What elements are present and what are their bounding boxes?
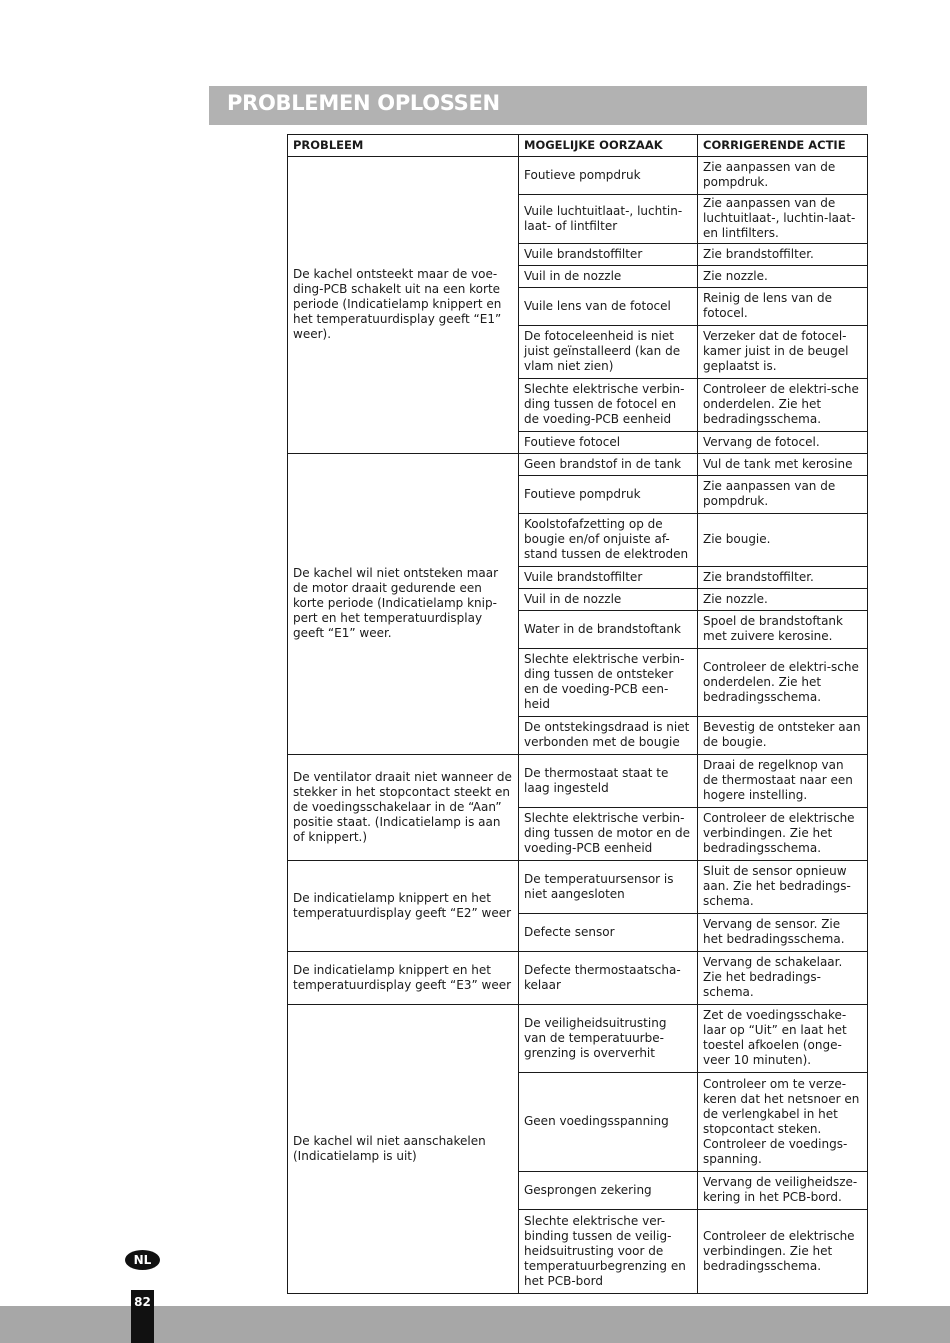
action-cell: Controleer om te verze-keren dat het netsnoer en de verlengkabel in het stopcontact steken. Controleer de voedings-spanning. bbox=[698, 1073, 868, 1172]
column-header-action: CORRIGERENDE ACTIE bbox=[698, 135, 868, 157]
cause-cell: De temperatuursensor is niet aangesloten bbox=[519, 861, 698, 914]
cause-cell: Vuile brandstoffilter bbox=[519, 244, 698, 266]
action-cell: Zie nozzle. bbox=[698, 266, 868, 288]
action-cell: Vervang de fotocel. bbox=[698, 432, 868, 454]
problem-cell: De kachel wil niet aanschakelen (Indicatielamp is uit) bbox=[288, 1005, 519, 1294]
cause-cell: Gesprongen zekering bbox=[519, 1172, 698, 1210]
problem-cell: De indicatielamp knippert en het temperatuurdisplay geeft “E3” weer bbox=[288, 952, 519, 1005]
cause-cell: Vuile luchtuitlaat-, luchtin-laat- of lintfilter bbox=[519, 195, 698, 244]
action-cell: Controleer de elektri-sche onderdelen. Zie het bedradingsschema. bbox=[698, 379, 868, 432]
table-row bbox=[288, 157, 868, 195]
cause-cell: De veiligheidsuitrusting van de temperatuurbe-grenzing is oververhit bbox=[519, 1005, 698, 1073]
column-header-cause: MOGELIJKE OORZAAK bbox=[519, 135, 698, 157]
cause-cell: Water in de brandstoftank bbox=[519, 611, 698, 649]
action-cell: Draai de regelknop van de thermostaat naar een hogere instelling. bbox=[698, 755, 868, 808]
cause-cell: Koolstofafzetting op de bougie en/of onjuiste af-stand tussen de elektroden bbox=[519, 514, 698, 567]
table-header-row bbox=[288, 135, 868, 157]
action-cell: Zie bougie. bbox=[698, 514, 868, 567]
cause-cell: Slechte elektrische verbin-ding tussen de fotocel en de voeding-PCB eenheid bbox=[519, 379, 698, 432]
action-cell: Zie aanpassen van de pompdruk. bbox=[698, 476, 868, 514]
action-cell: Sluit de sensor opnieuw aan. Zie het bedradings-schema. bbox=[698, 861, 868, 914]
cause-cell: De fotoceleenheid is niet juist geïnstalleerd (kan de vlam niet zien) bbox=[519, 326, 698, 379]
action-cell: Controleer de elektrische verbindingen. Zie het bedradingsschema. bbox=[698, 1210, 868, 1294]
table-row bbox=[288, 454, 868, 476]
cause-cell: Slechte elektrische verbin-ding tussen de motor en de voeding-PCB eenheid bbox=[519, 808, 698, 861]
cause-cell: Defecte sensor bbox=[519, 914, 698, 952]
action-cell: Zie aanpassen van de pompdruk. bbox=[698, 157, 868, 195]
action-cell: Vervang de veiligheidsze-kering in het PCB-bord. bbox=[698, 1172, 868, 1210]
action-cell: Vul de tank met kerosine bbox=[698, 454, 868, 476]
cause-cell: Slechte elektrische ver-binding tussen de veilig-heidsuitrusting voor de temperatuurbegrenzing en het PCB-bord bbox=[519, 1210, 698, 1294]
problem-cell: De kachel wil niet ontsteken maar de motor draait gedurende een korte periode (Indicatielamp knip-pert en het temperatuurdisplay geeft “E1” weer. bbox=[288, 454, 519, 755]
cause-cell: Vuile brandstoffilter bbox=[519, 567, 698, 589]
language-badge: NL bbox=[125, 1250, 160, 1270]
cause-cell: Defecte thermostaatscha-kelaar bbox=[519, 952, 698, 1005]
page-number-tab bbox=[131, 1290, 154, 1343]
cause-cell: Foutieve pompdruk bbox=[519, 157, 698, 195]
table-row bbox=[288, 1005, 868, 1073]
action-cell: Bevestig de ontsteker aan de bougie. bbox=[698, 717, 868, 755]
table-body bbox=[288, 157, 868, 1294]
action-cell: Controleer de elektri-sche onderdelen. Zie het bedradingsschema. bbox=[698, 649, 868, 717]
action-cell: Reinig de lens van de fotocel. bbox=[698, 288, 868, 326]
problem-cell: De kachel ontsteekt maar de voe-ding-PCB schakelt uit na een korte periode (Indicatielamp knippert en het temperatuurdisplay geeft “E1” weer). bbox=[288, 157, 519, 454]
table-row bbox=[288, 952, 868, 1005]
cause-cell: Foutieve fotocel bbox=[519, 432, 698, 454]
page-title: PROBLEMEN OPLOSSEN bbox=[227, 91, 500, 115]
table-row bbox=[288, 861, 868, 914]
troubleshooting-table bbox=[287, 134, 868, 1294]
action-cell: Verzeker dat de fotocel-kamer juist in de beugel geplaatst is. bbox=[698, 326, 868, 379]
problem-cell: De ventilator draait niet wanneer de stekker in het stopcontact steekt en de voedingsschakelaar in de “Aan” positie staat. (Indicatielamp is aan of knippert.) bbox=[288, 755, 519, 861]
cause-cell: Foutieve pompdruk bbox=[519, 476, 698, 514]
table-row bbox=[288, 755, 868, 808]
action-cell: Controleer de elektrische verbindingen. Zie het bedradingsschema. bbox=[698, 808, 868, 861]
cause-cell: Vuile lens van de fotocel bbox=[519, 288, 698, 326]
action-cell: Zie nozzle. bbox=[698, 589, 868, 611]
cause-cell: Geen voedingsspanning bbox=[519, 1073, 698, 1172]
action-cell: Vervang de sensor. Zie het bedradingsschema. bbox=[698, 914, 868, 952]
cause-cell: De thermostaat staat te laag ingesteld bbox=[519, 755, 698, 808]
cause-cell: Vuil in de nozzle bbox=[519, 589, 698, 611]
column-header-problem: PROBLEEM bbox=[288, 135, 519, 157]
action-cell: Zet de voedingsschake-laar op “Uit” en laat het toestel afkoelen (onge-veer 10 minuten). bbox=[698, 1005, 868, 1073]
cause-cell: De ontstekingsdraad is niet verbonden met de bougie bbox=[519, 717, 698, 755]
action-cell: Zie brandstoffilter. bbox=[698, 567, 868, 589]
action-cell: Zie aanpassen van de luchtuitlaat-, luchtin-laat- en lintfilters. bbox=[698, 195, 868, 244]
action-cell: Spoel de brandstoftank met zuivere kerosine. bbox=[698, 611, 868, 649]
section-header-band bbox=[209, 86, 867, 125]
cause-cell: Slechte elektrische verbin-ding tussen de ontsteker en de voeding-PCB een-heid bbox=[519, 649, 698, 717]
cause-cell: Geen brandstof in de tank bbox=[519, 454, 698, 476]
action-cell: Vervang de schakelaar. Zie het bedradings-schema. bbox=[698, 952, 868, 1005]
problem-cell: De indicatielamp knippert en het temperatuurdisplay geeft “E2” weer bbox=[288, 861, 519, 952]
page-number: 82 bbox=[134, 1295, 151, 1309]
action-cell: Zie brandstoffilter. bbox=[698, 244, 868, 266]
cause-cell: Vuil in de nozzle bbox=[519, 266, 698, 288]
